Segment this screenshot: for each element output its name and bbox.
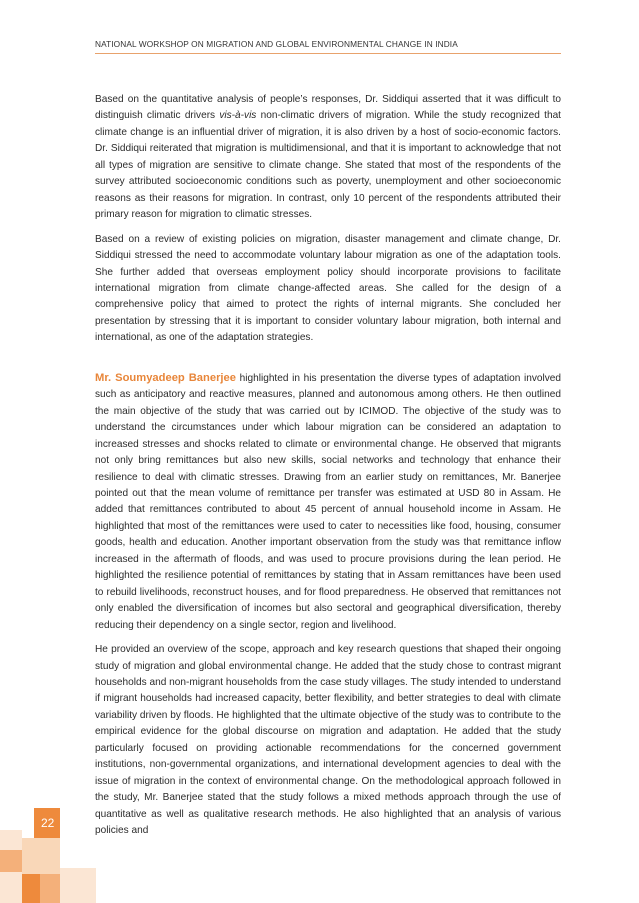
paragraph-banerjee-study: He provided an overview of the scope, approach and key research questions that shaped their ongoing study of migration and global environmental change. He added that the study chose to contrast migrant households and non-migrant households from the case study villages. The study intended to understand if migrant households had increased capacity, better flexibility, and better strategies to deal with climate variability driven by floods. He highlighted that the ultimate objective of the study was to contribute to the empirical evidence for the global discourse on migration and adaptation. He added that the study particularly focused on providing actionable recommendations for the concerned government institutions, non-governmental organizations, and international development agencies to deal with the issue of migration in the context of environmental change. On the methodological approach followed in the study, Mr. Banerjee stated that the study follows a mixed methods approach through the use of quantitative as well as qualitative research methods. He also highlighted that an analysis of various policies and (95, 644, 561, 837)
deco-square (60, 868, 96, 903)
paragraph-siddiqui-policy: Based on a review of existing policies on migration, disaster management and climate change, Dr. Siddiqui stressed the need to accommodate voluntary labour migration as one of the adaptation tools. She further added that overseas employment policy should incorporate provisions to facilitate international migration from climate change-affected areas. She called for the design of a comprehensive policy that aimed to protect the rights of internal migrants. She concluded her presentation by stressing that it is important to consider voluntary labour migration, both internal and international, as one of the adaptation strategies. (95, 233, 561, 344)
decorative-squares (0, 790, 110, 903)
paragraph-text: non-climatic drivers of migration. While the study recognized that climate change is an influential driver of migration, it is also driven by a host of socio-economic factors. Dr. Siddiqui reiterated that migration is multidimensional, and that it is important to acknowledge that not all types of migration are sensitive to climate change. She stated that most of the respondents of the survey attributed socioeconomic conditions such as poverty, unemployment and other socioeconomic reasons as their reasons for migration. In contrast, only 10 percent of the respondents attributed their primary reason for migration to climatic stresses. (95, 110, 561, 221)
deco-square (0, 830, 22, 850)
header-divider (95, 53, 561, 54)
page-number: 22 (41, 816, 55, 830)
speaker-name: Mr. Soumyadeep Banerjee (95, 371, 236, 384)
paragraph-text: highlighted in his presentation the diverse types of adaptation involved such as anticipatory and reactive measures, planned and autonomous among others. He then outlined the main objective of the study that was carried out by ICIMOD. The objective of the study was to understand the circumstances under which labour migration can be considered an adaptation to increased stresses and shocks related to climate or environmental change. He observed that migrants not only bring remittances but also new skills, social networks and technology that enhance their resilience to deal with climatic stresses. Drawing from an earlier study on remittances, Mr. Banerjee pointed out that the mean volume of remittance per transfer was estimated at USD 80 in Assam. He added that remittances contributed to about 45 percent of annual household income in Assam. He highlighted that most of the remittances were used to cater to necessities like food, housing, consumer goods, health and education. Another important observation from the study was that remittance inflow increased in the aftermath of floods, and was used to procure provisions during the lean period. He highlighted the resilience potential of remittances by stating that in Assam remittances have been used to rebuild livelihoods, reconstruct houses, and for flood preparedness. He observed that remittances not only enabled the diversification of incomes but also sectoral and geographical diversification, thereby reducing their dependency on a single sector, region and livelihood. (95, 372, 561, 631)
paragraph-banerjee-presentation (95, 370, 561, 634)
deco-square (0, 872, 22, 903)
deco-square (22, 838, 60, 874)
deco-square (22, 874, 40, 903)
paragraph-siddiqui-findings (95, 92, 561, 224)
deco-square (40, 874, 60, 903)
main-content (95, 92, 561, 839)
italic-term: vis-à-vis (219, 110, 257, 122)
paragraph-text: Based on the quantitative analysis of people’s responses, Dr. Siddiqui asserted that it was difficult to distinguish climatic drivers (95, 94, 561, 122)
deco-square (0, 850, 22, 872)
running-header: NATIONAL WORKSHOP ON MIGRATION AND GLOBAL ENVIRONMENTAL CHANGE IN INDIA (95, 39, 458, 49)
